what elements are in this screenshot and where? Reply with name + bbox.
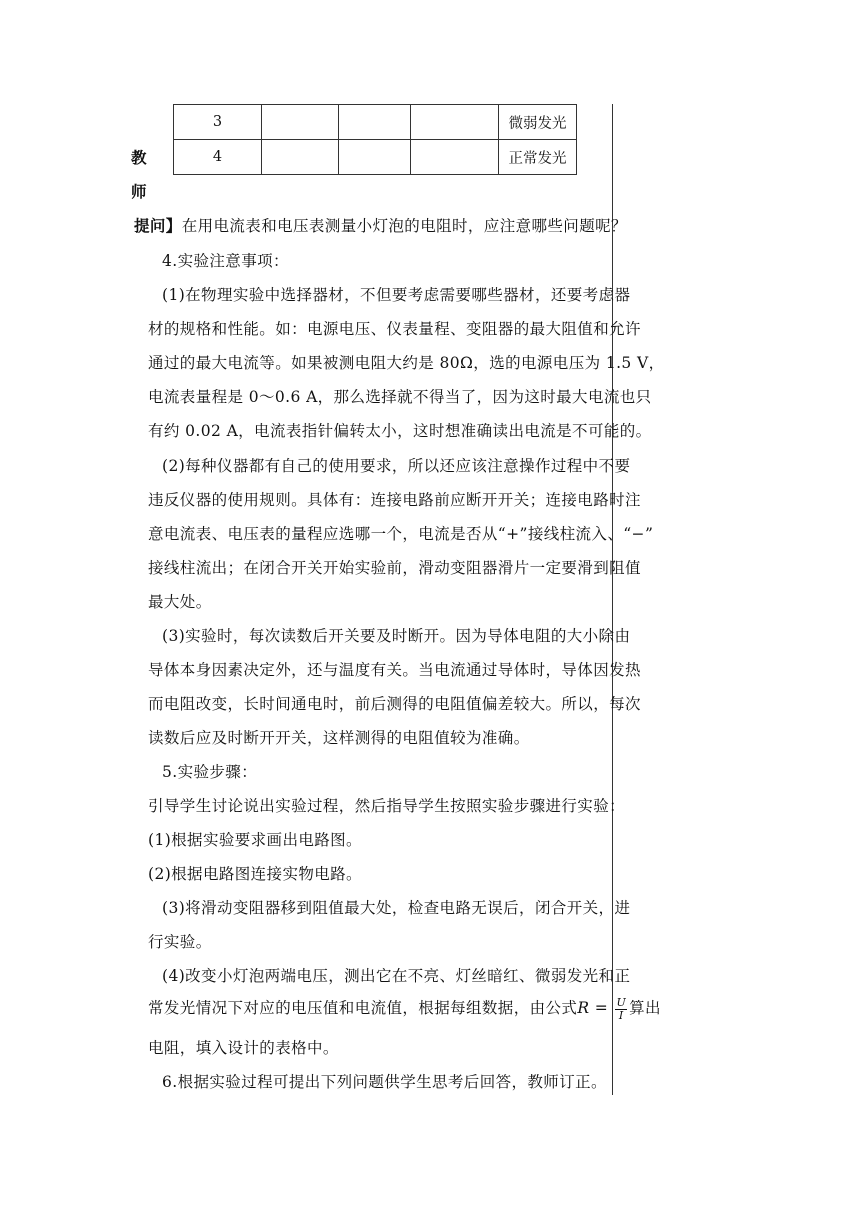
section6-title: 6.根据实验过程可提出下列问题供学生思考后回答，教师订正。 [162,1073,607,1091]
section4-p1-line: 有约 0.02 A，电流表指针偏转太小，这时想准确读出电流是不可能的。 [148,422,652,440]
question-text: 在用电流表和电压表测量小灯泡的电阻时，应注意哪些问题呢？ [181,217,627,235]
side-label-teacher-2: 师 [131,183,147,201]
formula-numerator: U [616,995,627,1009]
section4-p2-line: 最大处。 [148,593,212,611]
side-label-teacher-1: 教 [131,149,147,167]
section4-p1-line: 材的规格和性能。如：电源电压、仪表量程、变阻器的最大阻值和允许 [148,320,641,338]
section5-intro: 引导学生讨论说出实验过程，然后指导学生按照实验步骤进行实验： [148,797,626,815]
table-row [174,105,577,140]
section4-p3-line: 导体本身因素决定外，还与温度有关。当电流通过导体时，导体因发热 [148,661,641,679]
question-label: 提问】 [134,217,182,235]
formula-denominator: I [618,1008,624,1022]
table-cell [339,105,411,140]
column-divider-line [612,104,613,1095]
formula-equals: = [589,999,614,1017]
table-cell-index: 3 [174,105,262,140]
section5-title: 5.实验步骤： [162,763,258,781]
section4-p1-line: 通过的最大电流等。如果被测电阻大约是 80Ω，选的电源电压为 1.5 V， [148,354,665,372]
section4-p2-line: 接线柱流出；在闭合开关开始实验前，滑动变阻器滑片一定要滑到阻值 [148,559,641,577]
formula-fraction [615,997,627,1022]
section4-p1-line: (1)在物理实验中选择器材，不但要考虑需要哪些器材，还要考虑器 [162,286,631,304]
table-cell [411,105,499,140]
table-cell-status: 正常发光 [499,140,577,175]
section4-p2-line: (2)每种仪器都有自己的使用要求，所以还应该注意操作过程中不要 [162,457,631,475]
table-row [174,140,577,175]
section5-step-4-formula-line [148,996,661,1022]
section4-p1-line: 电流表量程是 0～0.6 A，那么选择就不得当了，因为这时最大电流也只 [148,388,652,406]
table-cell [339,140,411,175]
table-cell [411,140,499,175]
section4-p3-line: 而电阻改变，长时间通电时，前后测得的电阻值偏差较大。所以，每次 [148,695,641,713]
question-line [134,214,627,236]
table-cell [262,105,339,140]
section5-step-4-cont: 电阻，填入设计的表格中。 [148,1039,339,1057]
formula-variable-r: R [577,999,590,1017]
section5-step-3: (3)将滑动变阻器移到阻值最大处，检查电路无误后，闭合开关，进 [162,899,631,917]
section5-step-3-cont: 行实验。 [148,933,212,951]
section5-step-4: (4)改变小灯泡两端电压，测出它在不亮、灯丝暗红、微弱发光和正 [162,967,631,985]
formula-lead-text: 常发光情况下对应的电压值和电流值，根据每组数据，由公式 [148,999,578,1017]
formula-trail-text: 算出 [629,999,661,1017]
section4-p3-line: (3)实验时，每次读数后开关要及时断开。因为导体电阻的大小除由 [162,627,631,645]
section4-p2-line: 违反仪器的使用规则。具体有：连接电路前应断开开关；连接电路时注 [148,491,641,509]
section5-step-1: (1)根据实验要求画出电路图。 [148,831,362,849]
table-cell-status: 微弱发光 [499,105,577,140]
section4-p3-line: 读数后应及时断开开关，这样测得的电阻值较为准确。 [148,729,530,747]
table-cell-index: 4 [174,140,262,175]
section4-title: 4.实验注意事项： [162,252,289,270]
measurement-table [173,104,577,175]
section5-step-2: (2)根据电路图连接实物电路。 [148,865,362,883]
section4-p2-line: 意电流表、电压表的量程应选哪一个，电流是否从“+”接线柱流入、“−” [148,525,654,543]
table-cell [262,140,339,175]
